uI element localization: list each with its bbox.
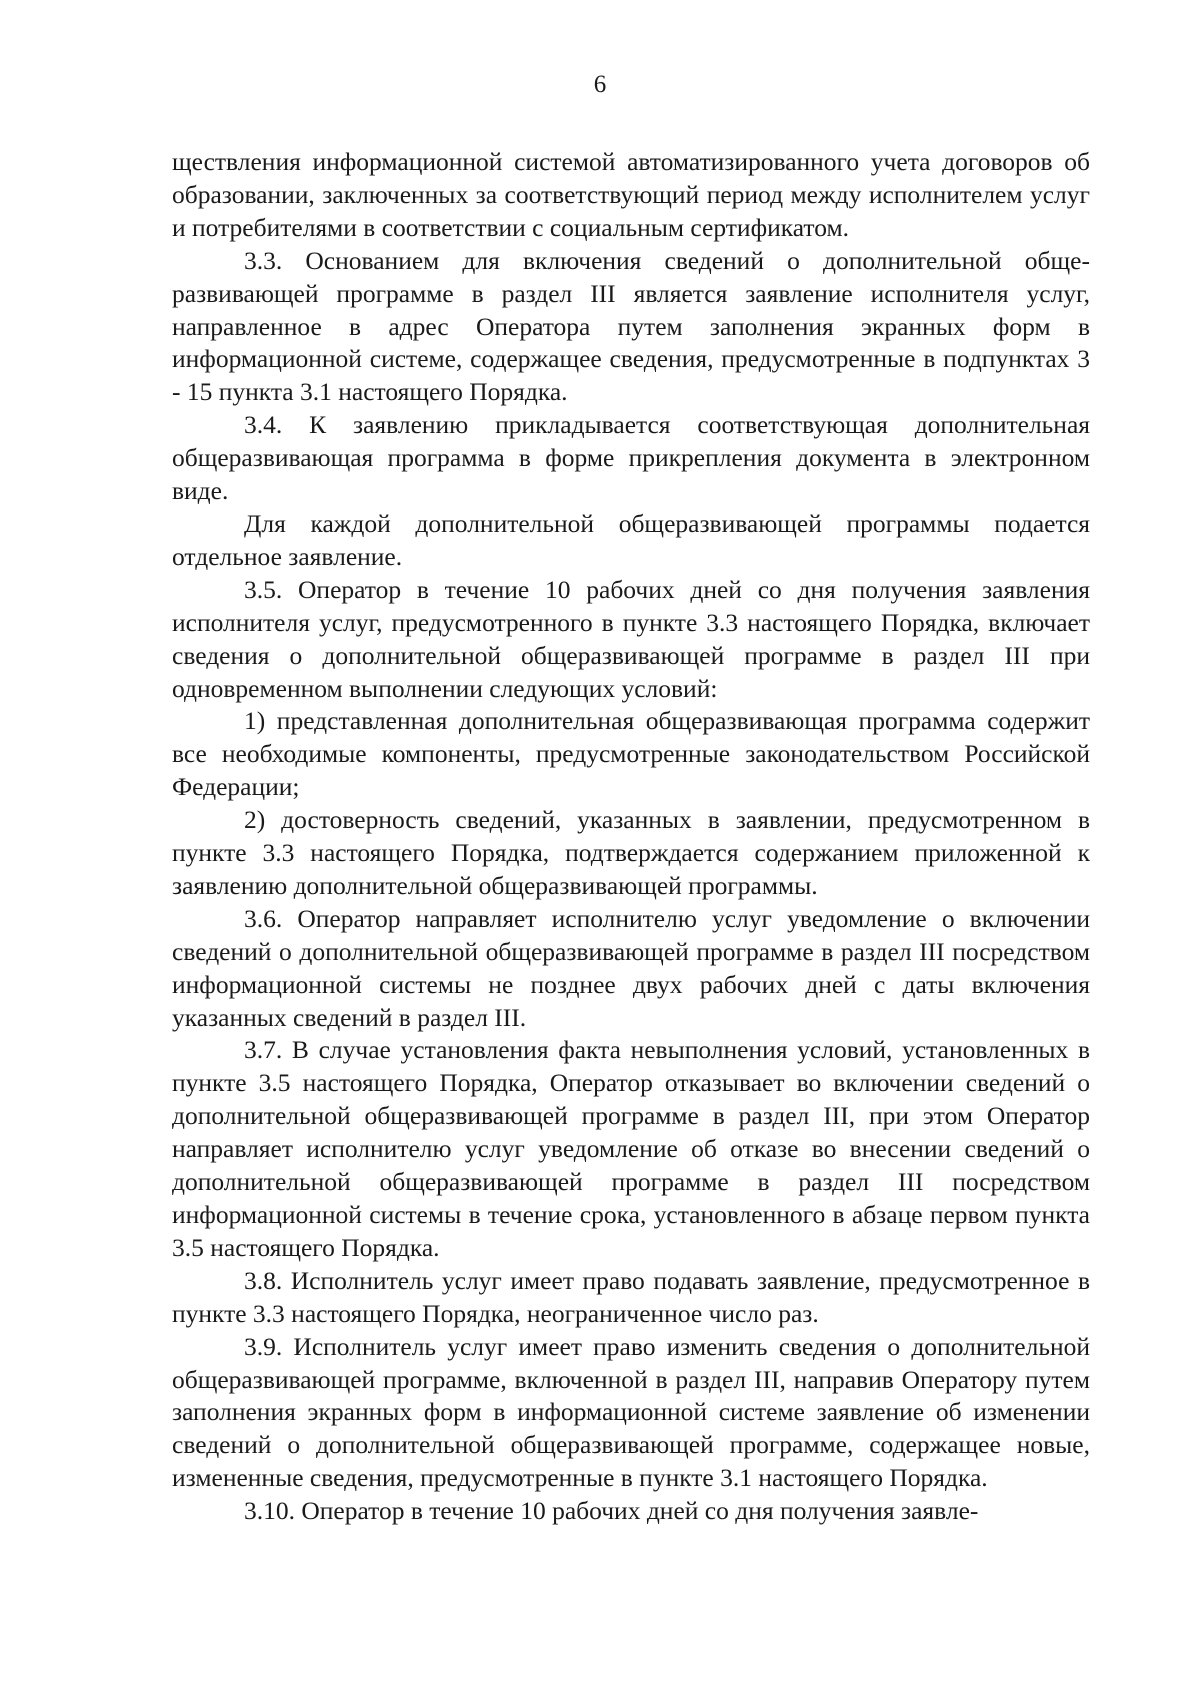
paragraph-3-3: 3.3. Основанием для включения сведений о дополнительной общеразвивающей программе в раздел III является заявление исполнителя услуг, направленное в адрес Оператора путем заполнения экранных форм в информационной системе, содержащее сведения, предусмотренные в подпунктах 3 - 15 пункта 3.1 настоящего Порядка. (172, 245, 1090, 407)
paragraph-continuation: ществления информационной системой автоматизированного учета договоров об образовании, заключенных за соответствующий период между исполнителем услуг и потребителями в соответствии с социальным сертификатом. (172, 147, 1090, 242)
page-number: 6 (593, 71, 607, 98)
paragraph-3-10: 3.10. Оператор в течение 10 рабочих дней со дня получения заявле- (244, 1496, 979, 1526)
paragraph-3-8: 3.8. Исполнитель услуг имеет право подавать заявление, предусмотренное в пункте 3.3 настоящего Порядка, неограниченное число раз. (172, 1265, 1090, 1328)
paragraph-3-7: 3.7. В случае установления факта невыполнения условий, установленных в пункте 3.5 настоящего Порядка, Оператор отказывает во включении сведений о дополнительной общеразвивающей программе в раздел III, при этом Оператор направляет исполнителю услуг уведомление об отказе во внесении сведений о дополнительной общеразвивающей программе в раздел III посредством информационной системы в течение срока, установленного в абзаце первом пункта 3.5 настоящего Порядка. (172, 1035, 1090, 1262)
paragraph-condition-1: 1) представленная дополнительная общеразвивающая программа содержит все необходимые компоненты, предусмотренные законодательством Российской Федерации; (172, 706, 1090, 802)
paragraph-condition-2: 2) достоверность сведений, указанных в заявлении, предусмотренном в пункте 3.3 настоящего Порядка, подтверждается содержанием приложенной к заявлению дополнительной общеразвивающей программы. (172, 805, 1090, 900)
paragraph-3-5: 3.5. Оператор в течение 10 рабочих дней со дня получения заявления исполнителя услуг, предусмотренного в пункте 3.3 настоящего Порядка, включает сведения о дополнительной общеразвивающей программе в раздел III при одновременном выполнении следующих условий: (172, 574, 1090, 703)
paragraph-3-9: 3.9. Исполнитель услуг имеет право изменить сведения о дополнительной общеразвивающей программе, включенной в раздел III, направив Оператору путем заполнения экранных форм в информационной системе заявление об изменении сведений о дополнительной общеразвивающей программе, содержащее новые, измененные сведения, предусмотренные в пункте 3.1 настоящего Порядка. (172, 1331, 1090, 1493)
paragraph-separate-application: Для каждой дополнительной общеразвивающей программы подается отдельное заявление. (172, 508, 1090, 571)
document-body (172, 146, 1090, 1528)
paragraph-3-4: 3.4. К заявлению прикладывается соответствующая дополнительная общеразвивающая программа в форме прикрепления документа в электронном виде. (172, 410, 1090, 506)
paragraph-3-6: 3.6. Оператор направляет исполнителю услуг уведомление о включении сведений о дополнительной общеразвивающей программе в раздел III посредством информационной системы не позднее двух рабочих дней с даты включения указанных сведений в раздел III. (172, 903, 1090, 1032)
